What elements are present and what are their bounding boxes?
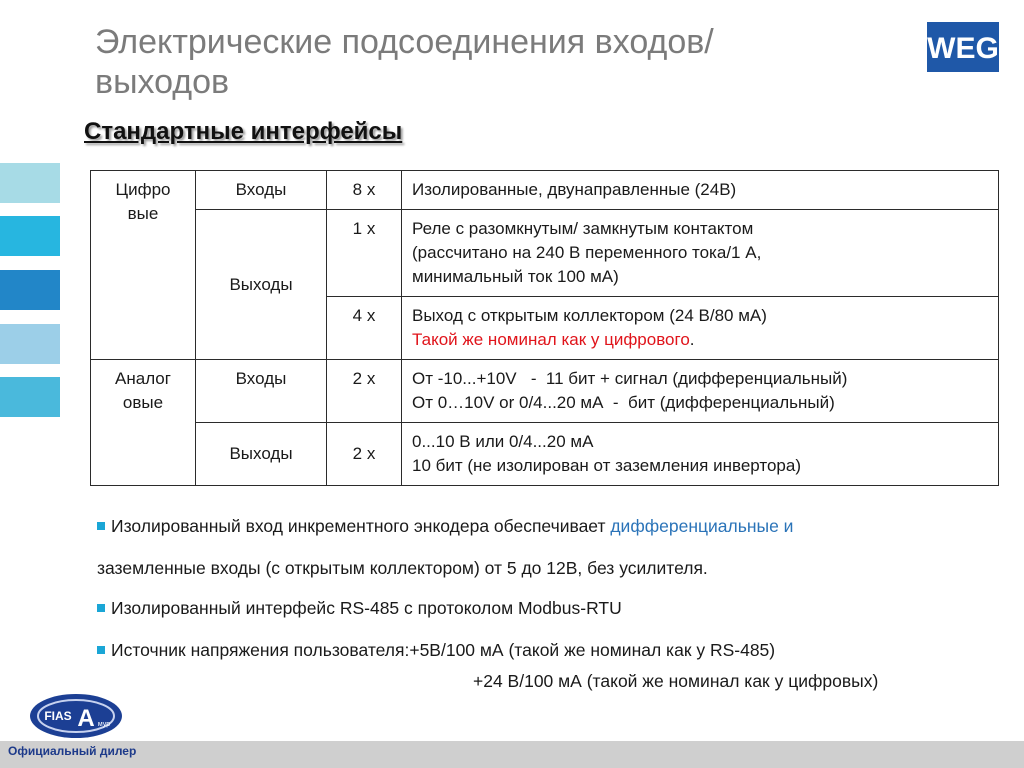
count-cell: 4 x [327,297,402,360]
count-cell: 2 x [327,360,402,423]
bullet-highlight: дифференциальные и [610,516,794,536]
description-line: Изолированные, двунаправленные (24В) [412,180,737,199]
description-cell [402,171,999,210]
direction-cell: Выходы [196,210,327,360]
interfaces-table [90,170,999,486]
direction-cell: Входы [196,171,327,210]
footer-bar [0,741,1024,768]
section-subtitle: Стандартные интерфейсы [84,118,403,145]
dealer-label: Официальный дилер [8,744,137,758]
bullet-square-icon [97,522,105,530]
svg-text:мур: мур [97,721,111,728]
description-line: 10 бит (не изолирован от заземления инвертора) [412,456,801,475]
bullet-text: Изолированный вход инкрементного энкодера обеспечивает [111,516,611,536]
weg-logo [927,22,999,72]
side-color-block-3 [0,270,60,310]
side-color-block-1 [0,163,60,203]
page-title: Электрические подсоединения входов/ выходов [95,23,714,101]
description-line: От -10...+10V - 11 бит + сигнал (дифференциальный) [412,369,848,388]
red-note: Такой же номинал как у цифрового [412,330,690,349]
svg-text:WEG: WEG [927,32,999,65]
description-line-highlight [412,328,988,352]
count-cell: 8 x [327,171,402,210]
bullet-text: Источник напряжения пользователя:+5В/100 мА (такой же номинал как у RS-485) [111,640,776,660]
analog-category-cell: Аналог овые [91,360,196,486]
bullet-square-icon [97,646,105,654]
digital-category-cell: Цифро вые [91,171,196,360]
description-cell [402,210,999,297]
direction-cell: Выходы [196,423,327,486]
description-line: минимальный ток 100 мА) [412,267,619,286]
bullet-item [97,598,622,619]
bullet-item [97,640,775,661]
count-cell: 2 x [327,423,402,486]
table-row [91,210,999,297]
bullet-continuation: заземленные входы (с открытым коллектором) от 5 до 12В, без усилителя. [97,558,708,578]
svg-text:FIAS: FIAS [44,709,72,723]
description-cell [402,423,999,486]
fias-logo [28,692,124,740]
direction-cell: Входы [196,360,327,423]
description-line: Реле с разомкнутым/ замкнутым контактом [412,219,754,238]
side-color-block-5 [0,377,60,417]
description-cell [402,360,999,423]
note-period: . [689,330,695,349]
description-line: От 0…10V or 0/4...20 мА - бит (дифференциальный) [412,393,835,412]
bullet-square-icon [97,604,105,612]
description-line: Выход с открытым коллектором (24 В/80 мА) [412,306,767,325]
count-cell: 1 x [327,210,402,297]
side-color-block-2 [0,216,60,256]
table-row [91,360,999,423]
description-cell [402,297,999,360]
bullet-text: Изолированный интерфейс RS-485 с протоколом Modbus-RTU [111,598,622,618]
bullet-continuation: +24 В/100 мА (такой же номинал как у цифровых) [473,671,879,691]
svg-text:A: A [77,705,95,732]
side-color-block-4 [0,324,60,364]
description-line: 0...10 В или 0/4...20 мА [412,432,594,451]
bullet-item [97,516,793,537]
table-row [91,423,999,486]
table-row [91,171,999,210]
description-line: (рассчитано на 240 В переменного тока/1 А, [412,243,762,262]
